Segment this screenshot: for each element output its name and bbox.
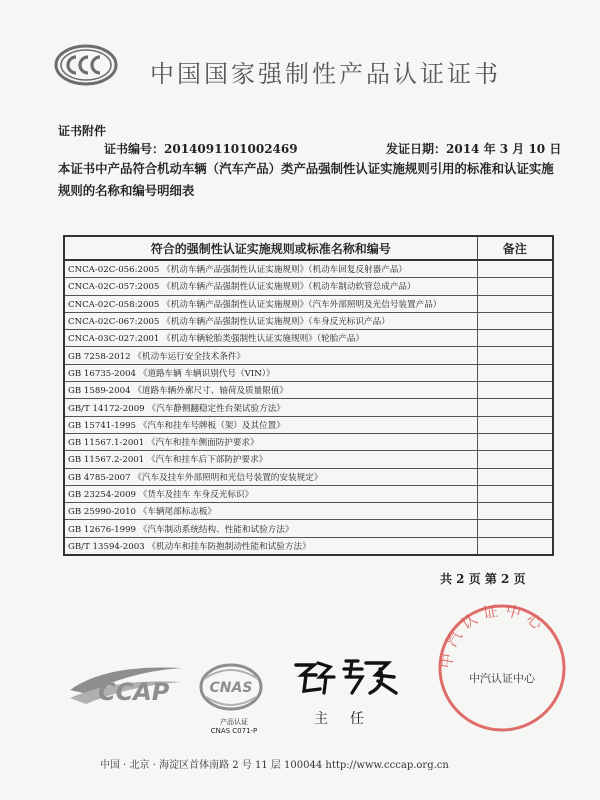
table-row (64, 468, 553, 485)
header-note: 备注 (477, 236, 553, 260)
note-cell (477, 485, 553, 502)
standard-cell: CNCA-02C-067:2005 《机动车辆产品强制性认证实施规则》（车身反光标识产品） (64, 312, 477, 329)
ccc-logo-icon (54, 44, 118, 86)
seal-center-text: 中汽认证中心 (469, 672, 535, 685)
standard-cell: CNCA-03C-027:2001 《机动车辆轮胎类强制性认证实施规则》（轮胎产品） (64, 330, 477, 347)
certificate-number: 证书编号：2014091101002469 (104, 142, 298, 156)
ccap-logo-text: CCAP (98, 678, 170, 706)
standard-cell: GB 7258-2012 《机动车运行安全技术条件》 (64, 347, 477, 364)
note-cell (477, 330, 553, 347)
seal-stamp-icon (432, 598, 572, 738)
note-cell (477, 537, 553, 555)
note-cell (477, 260, 553, 278)
table-row (64, 416, 553, 433)
table-row (64, 260, 553, 278)
certificate-info-line (104, 140, 562, 157)
table-row (64, 433, 553, 450)
standard-cell: GB 4785-2007 《汽车及挂车外部照明和光信号装置的安装规定》 (64, 468, 477, 485)
page-count: 共 2 页 第 2 页 (440, 572, 526, 586)
note-cell (477, 451, 553, 468)
attachment-label: 证书附件 (58, 124, 107, 138)
table-row (64, 330, 553, 347)
cnas-caption (206, 718, 262, 736)
seal-arc-text: 中汽认证中心 (437, 601, 551, 670)
table-row (64, 485, 553, 502)
standards-table (63, 235, 554, 556)
ccap-logo-icon (66, 660, 186, 710)
note-cell (477, 433, 553, 450)
table-row (64, 295, 553, 312)
note-cell (477, 416, 553, 433)
note-cell (477, 347, 553, 364)
svg-text:中汽认证中心 (437, 601, 550, 669)
standard-cell: GB 15741-1995 《汽车和挂车号牌板（架）及其位置》 (64, 416, 477, 433)
table-row (64, 364, 553, 381)
standard-cell: GB 16735-2004 《道路车辆 车辆识别代号（VIN）》 (64, 364, 477, 381)
note-cell (477, 503, 553, 520)
standard-cell: CNCA-02C-058:2005 《机动车辆产品强制性认证实施规则》（汽车外部照明及光信号装置产品） (64, 295, 477, 312)
signatory-title: 主任 (314, 711, 386, 727)
standard-cell: GB 1589-2004 《道路车辆外廓尺寸、轴荷及质量限值》 (64, 382, 477, 399)
cnas-logo-icon (196, 655, 266, 727)
table-row (64, 520, 553, 537)
document-title: 中国国家强制性产品认证证书 (150, 60, 501, 88)
signature-image (290, 655, 400, 695)
note-cell (477, 312, 553, 329)
table-row (64, 451, 553, 468)
note-cell (477, 520, 553, 537)
table-row (64, 537, 553, 555)
standard-cell: GB/T 14172-2009 《汽车静侧翻稳定性台架试验方法》 (64, 399, 477, 416)
footer-address: 中国 · 北京 · 海淀区首体南路 2 号 11 层 100044 http://www.cccap.org.cn (100, 760, 449, 771)
table-row (64, 312, 553, 329)
standard-cell: GB 25990-2010 《车辆尾部标志板》 (64, 503, 477, 520)
note-cell (477, 278, 553, 295)
standard-cell: GB/T 13594-2003 《机动车和挂车防抱制动性能和试验方法》 (64, 537, 477, 555)
standard-cell: CNCA-02C-057:2005 《机动车辆产品强制性认证实施规则》（机动车制动软管总成产品） (64, 278, 477, 295)
standard-cell: GB 12676-1999 《汽车制动系统结构、性能和试验方法》 (64, 520, 477, 537)
issue-date: 发证日期：2014 年 3 月 10 日 (386, 142, 562, 156)
table-header-row (64, 236, 553, 260)
note-cell (477, 364, 553, 381)
header-standard: 符合的强制性认证实施规则或标准名称和编号 (64, 236, 477, 260)
note-cell (477, 382, 553, 399)
table-row (64, 347, 553, 364)
standard-cell: CNCA-02C-056:2005 《机动车辆产品强制性认证实施规则》（机动车回复反射器产品） (64, 260, 477, 278)
table-row (64, 278, 553, 295)
cnas-logo-text: CNAS (209, 680, 253, 696)
intro-paragraph: 本证书中产品符合机动车辆（汽车产品）类产品强制性认证实施规则引用的标准和认证实施规则的名称和编号明细表 (58, 161, 554, 198)
standard-cell: GB 23254-2009 《货车及挂车 车身反光标识》 (64, 485, 477, 502)
table-row (64, 399, 553, 416)
note-cell (477, 468, 553, 485)
table-row (64, 503, 553, 520)
cnas-caption-label: 产品认证 (220, 718, 248, 726)
cnas-code: CNAS C071-P (210, 727, 258, 735)
table-row (64, 382, 553, 399)
standard-cell: GB 11567.2-2001 《汽车和挂车后下部防护要求》 (64, 451, 477, 468)
note-cell (477, 399, 553, 416)
note-cell (477, 295, 553, 312)
standard-cell: GB 11567.1-2001 《汽车和挂车侧面防护要求》 (64, 433, 477, 450)
